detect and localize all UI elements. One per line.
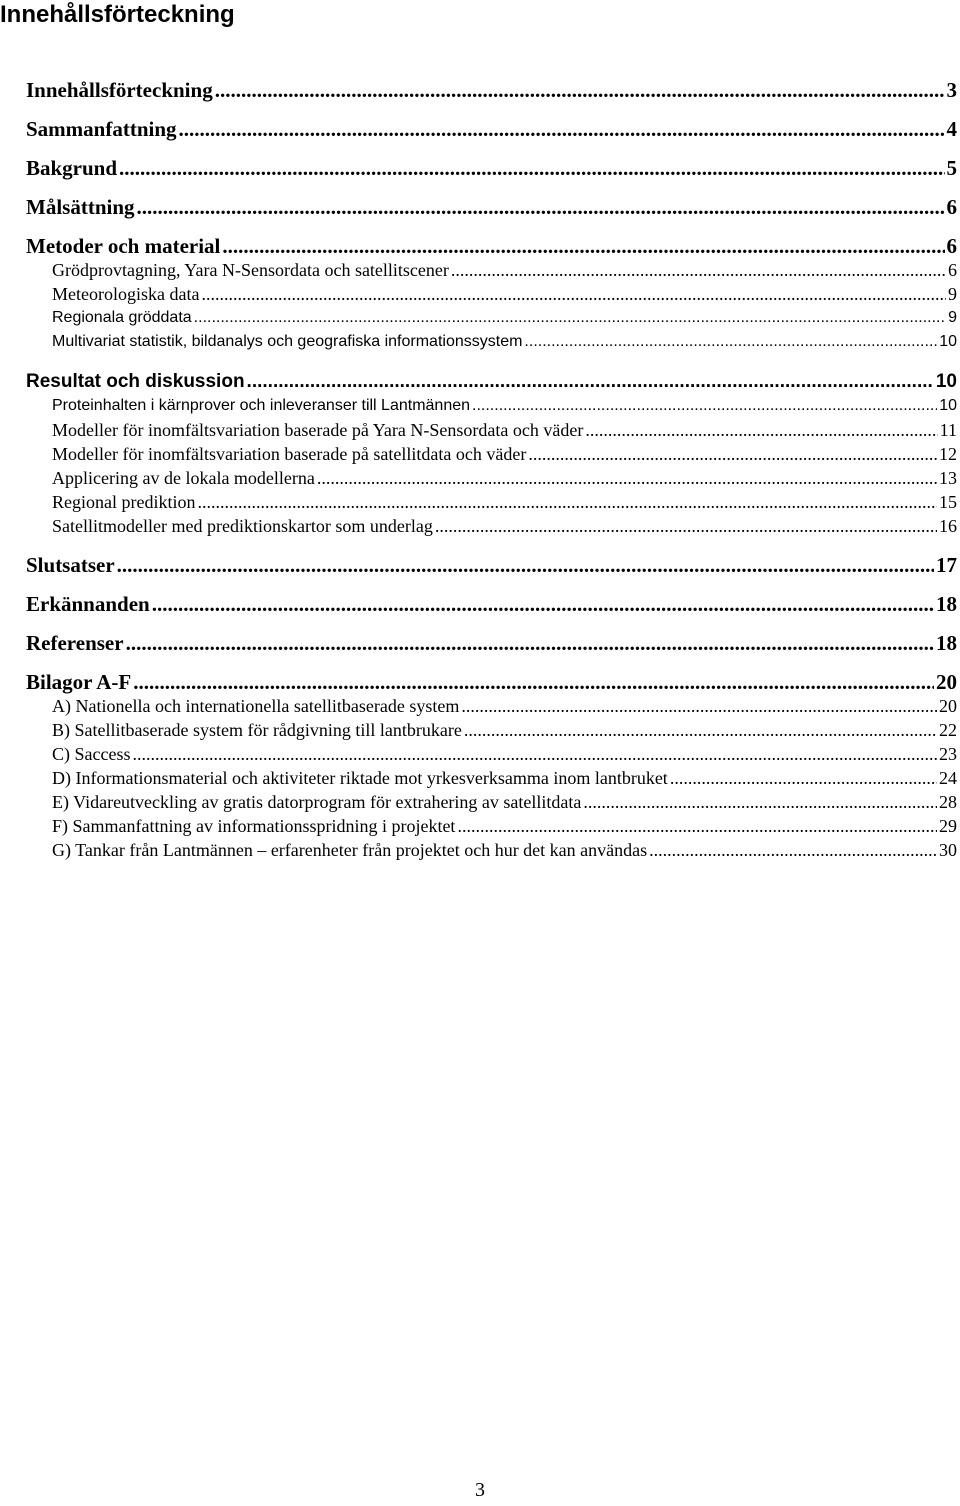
toc-dot-leader	[649, 839, 937, 861]
toc-entry-title: Sammanfattning	[26, 117, 177, 141]
toc-entry-title: E) Vidareutveckling av gratis datorprogram för extrahering av satellitdata	[52, 792, 582, 812]
toc-dot-leader	[215, 78, 945, 102]
toc-entry-page: 9	[948, 284, 957, 304]
toc-subentry[interactable]	[52, 467, 957, 489]
toc-dot-leader	[457, 815, 937, 837]
toc-entry-title: Applicering av de lokala modellerna	[52, 468, 315, 488]
toc-dot-leader	[119, 156, 944, 180]
toc-dot-leader	[201, 283, 946, 305]
toc-entry-title: B) Satellitbaserade system för rådgivning till lantbrukare	[52, 720, 462, 740]
toc-entry-title: Bilagor A-F	[26, 670, 132, 694]
toc-subentry[interactable]	[52, 767, 957, 789]
toc-entry[interactable]	[26, 156, 957, 180]
toc-dot-leader	[247, 370, 934, 394]
toc-entry-title: Modeller för inomfältsvariation baserade på Yara N-Sensordata och väder	[52, 420, 584, 440]
toc-dot-leader	[472, 395, 937, 417]
toc-entry-title: Innehållsförteckning	[26, 78, 213, 102]
toc-entry-title: Regionala gröddata	[52, 309, 192, 326]
toc-entry-title: Slutsatser	[26, 553, 115, 577]
toc-entry-page: 3	[946, 78, 957, 102]
toc-entry-title: Bakgrund	[26, 156, 118, 180]
page-number: 3	[475, 1479, 485, 1501]
toc-entry-title: Referenser	[26, 631, 124, 655]
toc-entry-page: 16	[939, 516, 957, 536]
toc-dot-leader	[126, 631, 934, 655]
toc-entry-page: 12	[939, 444, 957, 464]
toc-entry[interactable]	[26, 370, 957, 394]
toc-entry-page: 13	[939, 468, 957, 488]
toc-entry-page: 15	[939, 492, 957, 512]
toc-dot-leader	[461, 695, 937, 717]
toc-entry-page: 9	[948, 309, 957, 326]
toc-entry[interactable]	[26, 592, 957, 616]
toc-dot-leader	[670, 767, 937, 789]
toc-entry[interactable]	[26, 670, 957, 694]
toc-entry-page: 6	[946, 195, 957, 219]
toc-entry-page: 22	[939, 720, 957, 740]
toc-subentry[interactable]	[52, 839, 957, 861]
toc-entry-title: Multivariat statistik, bildanalys och geografiska informationssystem	[52, 333, 523, 350]
toc-subentry[interactable]	[52, 791, 957, 813]
toc-entry-page: 4	[946, 117, 957, 141]
toc-entry-page: 11	[939, 420, 957, 440]
toc-heading: Innehållsförteckning	[0, 1, 235, 28]
toc-entry-page: 18	[936, 592, 957, 616]
toc-entry[interactable]	[26, 78, 957, 102]
toc-dot-leader	[132, 743, 937, 765]
toc-dot-leader	[152, 592, 934, 616]
toc-entry-page: 10	[935, 371, 957, 392]
toc-subentry[interactable]	[52, 743, 957, 765]
toc-entry-title: Regional prediktion	[52, 492, 196, 512]
toc-entry-page: 28	[939, 792, 957, 812]
toc-dot-leader	[585, 419, 937, 441]
toc-entry-page: 20	[939, 696, 957, 716]
toc-subentry[interactable]	[52, 719, 957, 741]
toc-entry-page: 6	[946, 234, 957, 258]
toc-dot-leader	[528, 443, 937, 465]
toc-subentry[interactable]	[52, 395, 957, 417]
toc-entry-page: 10	[939, 333, 957, 350]
toc-subentry[interactable]	[52, 419, 957, 441]
toc-entry-page: 29	[939, 816, 957, 836]
toc-subentry[interactable]	[52, 443, 957, 465]
toc-dot-leader	[137, 195, 945, 219]
toc-entry-title: F) Sammanfattning av informationsspridning i projektet	[52, 816, 456, 836]
toc-entry[interactable]	[26, 631, 957, 655]
toc-subentry[interactable]	[52, 259, 957, 281]
toc-entry-title: G) Tankar från Lantmännen – erfarenheter från projektet och hur det kan användas	[52, 840, 648, 860]
toc-subentry[interactable]	[52, 515, 957, 537]
toc-entry-page: 30	[939, 840, 957, 860]
toc-entry-title: Satellitmodeller med prediktionskartor som underlag	[52, 516, 433, 536]
toc-subentry[interactable]	[52, 331, 957, 353]
toc-entry-title: Grödprovtagning, Yara N-Sensordata och satellitscener	[52, 260, 449, 280]
toc-subentry[interactable]	[52, 815, 957, 837]
toc-dot-leader	[317, 467, 937, 489]
toc-entry-title: Meteorologiska data	[52, 284, 200, 304]
toc-entry[interactable]	[26, 117, 957, 141]
toc-entry-title: Modeller för inomfältsvariation baserade på satellitdata och väder	[52, 444, 527, 464]
toc-subentry[interactable]	[52, 307, 957, 329]
toc-dot-leader	[435, 515, 937, 537]
toc-entry[interactable]	[26, 553, 957, 577]
toc-entry-page: 6	[948, 260, 957, 280]
toc-entry[interactable]	[26, 195, 957, 219]
toc-entry-title: Målsättning	[26, 195, 135, 219]
toc-dot-leader	[451, 259, 946, 281]
toc-entry-title: Erkännanden	[26, 592, 150, 616]
toc-dot-leader	[222, 234, 944, 258]
toc-dot-leader	[524, 331, 937, 353]
toc-subentry[interactable]	[52, 491, 957, 513]
toc-dot-leader	[179, 117, 945, 141]
toc-entry-page: 20	[936, 670, 957, 694]
toc-dot-leader	[464, 719, 937, 741]
toc-entry-page: 24	[939, 768, 957, 788]
toc-dot-leader	[133, 670, 934, 694]
toc-dot-leader	[117, 553, 934, 577]
toc-dot-leader	[197, 491, 937, 513]
toc-entry-title: C) Saccess	[52, 744, 131, 764]
toc-entry-title: A) Nationella och internationella satellitbaserade system	[52, 696, 460, 716]
toc-entry[interactable]	[26, 234, 957, 258]
toc-dot-leader	[194, 307, 946, 329]
toc-entry-title: Metoder och material	[26, 234, 221, 258]
toc-dot-leader	[583, 791, 937, 813]
toc-entry-page: 10	[939, 397, 957, 414]
toc-entry-title: Resultat och diskussion	[26, 371, 245, 392]
toc-entry-page: 18	[936, 631, 957, 655]
toc-entry-title: Proteinhalten i kärnprover och inleveranser till Lantmännen	[52, 397, 471, 414]
toc-entry-title: D) Informationsmaterial och aktiviteter riktade mot yrkesverksamma inom lantbruket	[52, 768, 668, 788]
toc-subentry[interactable]	[52, 695, 957, 717]
toc-entry-page: 5	[946, 156, 957, 180]
toc-entry-page: 23	[939, 744, 957, 764]
toc-entry-page: 17	[936, 553, 957, 577]
toc-subentry[interactable]	[52, 283, 957, 305]
